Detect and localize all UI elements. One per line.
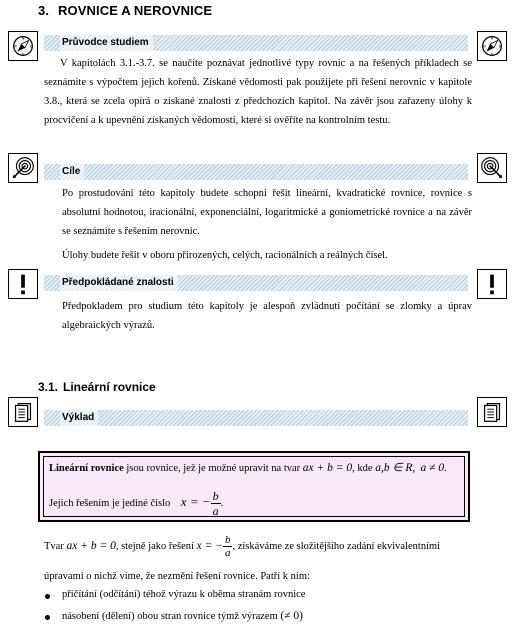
svg-text:E: E	[29, 44, 33, 49]
section-number: 3.1.	[38, 380, 59, 394]
compass-icon	[477, 31, 507, 61]
guide-label: Průvodce studiem	[60, 35, 153, 51]
definition-term: Lineární rovnice	[49, 463, 124, 474]
goals-paragraph: Po prostudování této kapitoly budete schopni řešit lineární, kvadratické rovnice, rovnice s absolutní hodnotou, iracionální, exponenciální, logaritmické a goniometrické rovnice a na závěr se seznámíte s řešením nerovnic.	[62, 188, 473, 237]
chapter-heading	[38, 3, 212, 18]
guide-paragraph: V kapitolách 3.1.-3.7. se naučíte poznávat jednotlivé typy rovnic a na řešených příkladech se seznámíte s výpočtem jejich kořenů. Získané vědomosti pak použijete při řešení nerovnic v kapitole 3.8., která se zcela opírá o získané znalosti z předchozích kapitol. Na závěr jsou zařazeny úlohy k procvičení a k upevnění získaných vědomostí, které si ověříte na kontrolním testu.	[44, 58, 473, 126]
goals-label: Cíle	[60, 164, 84, 180]
target-icon	[477, 153, 507, 183]
definition-inner-frame	[43, 456, 465, 517]
svg-text:S: S	[490, 52, 494, 57]
chapter-number: 3.	[38, 3, 50, 18]
list-item: násobení (dělení) obou stran rovnice týmž výrazem (≠ 0)	[62, 610, 303, 622]
book-stack-icon	[8, 397, 38, 427]
book-stack-icon	[477, 397, 507, 427]
definition-fraction: $\frac{b}{a}$	[212, 489, 219, 518]
svg-text:N: N	[490, 36, 494, 41]
prereq-paragraph: Předpokladem pro studium této kapitoly je alespoň zvládnutí počítání se zlomky a úprav algebraických výrazů.	[62, 301, 472, 331]
body-line-1: Tvar ax + b = 0, stejně jako řešení x = − $\frac{b}{a}$ , získáváme ze složitějšího zadání ekvivalentními	[44, 534, 441, 559]
svg-text:S: S	[21, 52, 25, 57]
target-icon	[8, 153, 38, 183]
definition-line-1: Lineární rovnice jsou rovnice, jež je možné upravit na tvar ax + b = 0, kde a,b ∈ R, a ≠ 0.	[49, 462, 447, 474]
section-band	[44, 410, 468, 426]
definition-line-2: Jejich řešením je jediné číslo x = − $\frac{b}{a}$ .	[49, 489, 224, 518]
definition-box	[38, 451, 470, 522]
exclamation-icon	[477, 269, 507, 299]
body-fraction: $\frac{b}{a}$	[224, 534, 231, 559]
prereq-label: Předpokládané znalosti	[60, 275, 178, 291]
svg-text:W: W	[482, 44, 486, 49]
goals-paragraph-2: Úlohy budete řešit v oboru přirozených, celých, racionálních a reálných čísel.	[62, 250, 388, 261]
svg-text:W: W	[13, 44, 17, 49]
section-title: Lineární rovnice	[63, 380, 156, 394]
svg-text:N: N	[21, 36, 25, 41]
section-band	[44, 164, 468, 180]
list-item: přičítání (odčítání) téhož výrazu k oběma stranám rovnice	[62, 589, 305, 600]
exclamation-icon	[8, 269, 38, 299]
bullet-dot	[45, 594, 50, 599]
compass-icon	[8, 31, 38, 61]
svg-text:E: E	[498, 44, 502, 49]
body-line-2: úpravami o nichž víme, že nezmění řešení rovnice. Patří k nim:	[44, 571, 310, 582]
explain-label: Výklad	[60, 410, 98, 426]
chapter-title: ROVNICE A NEROVNICE	[58, 3, 213, 18]
section-heading	[38, 380, 156, 394]
bullet-dot	[45, 615, 50, 620]
